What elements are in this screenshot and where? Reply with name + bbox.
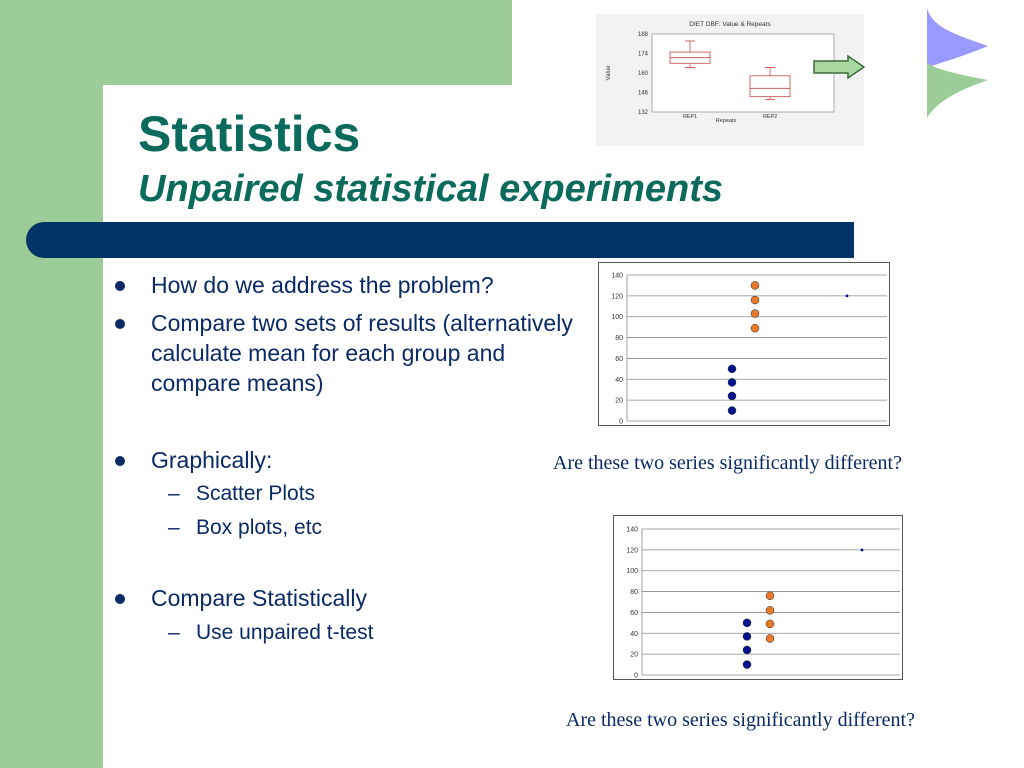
bullet-item	[151, 583, 551, 613]
slide-subtitle: Unpaired statistical experiments	[138, 168, 723, 210]
bullet-text: How do we address the problem?	[151, 272, 494, 298]
x-axis-label: Repeats	[715, 118, 737, 124]
sub-bullet-item	[168, 481, 316, 507]
y-tick-label: 20	[615, 397, 623, 405]
y-tick-label: 60	[615, 355, 623, 363]
bullet-dot-icon	[115, 456, 125, 466]
y-tick-label: 174	[637, 51, 648, 58]
y-tick-label: 132	[637, 110, 648, 116]
caption-lower: Are these two series significantly different?	[566, 709, 915, 731]
caption-upper: Are these two series significantly different?	[553, 452, 902, 474]
y-tick-label: 188	[637, 32, 648, 38]
bullet-text: Compare Statistically	[151, 585, 368, 611]
y-tick-label: 80	[615, 335, 623, 343]
y-axis-label: Value	[606, 65, 612, 81]
flag-decoration-icon	[920, 8, 1000, 123]
box-body	[750, 76, 790, 97]
y-tick-label: 100	[611, 314, 623, 322]
y-tick-label: 160	[637, 71, 648, 77]
data-point-series-1	[728, 378, 736, 386]
sub-bullet-text: Use unpaired t-test	[196, 621, 374, 644]
bullet-text: Compare two sets of results (alternatively calculate mean for each group and compare means)	[151, 310, 573, 396]
bullet-dot-icon	[115, 281, 125, 291]
data-point-series-1	[728, 365, 736, 373]
data-point-series-1	[728, 392, 736, 400]
sub-bullet-text: Box plots, etc	[196, 516, 323, 539]
data-point-series-1	[743, 632, 751, 640]
slide-title: Statistics	[138, 106, 361, 162]
data-point-series-1	[743, 646, 751, 654]
scatter-chart-lower	[613, 515, 903, 680]
y-tick-label: 60	[630, 609, 638, 617]
y-tick-label: 0	[634, 672, 638, 680]
y-tick-label: 20	[630, 651, 638, 659]
data-point-marker	[846, 294, 849, 297]
y-tick-label: 100	[626, 568, 638, 576]
y-tick-label: 140	[611, 272, 623, 280]
data-point-series-2	[766, 635, 774, 643]
scatter-chart-upper	[598, 262, 890, 426]
bullet-dot-icon	[115, 594, 125, 604]
dash-icon: –	[168, 516, 180, 539]
data-point-series-2	[751, 324, 759, 332]
arrow-right-icon	[812, 54, 866, 80]
title-underline-bar	[26, 222, 854, 258]
green-top-decoration	[0, 0, 512, 85]
y-tick-label: 40	[630, 630, 638, 638]
bullet-item	[151, 308, 581, 398]
bullet-item	[151, 270, 591, 300]
x-tick-label: REP2	[762, 114, 778, 120]
chart-title: DIET DBF: Value & Repeats	[689, 21, 771, 28]
bullet-dot-icon	[115, 319, 125, 329]
y-tick-label: 120	[626, 547, 638, 555]
y-tick-label: 40	[615, 376, 623, 384]
data-point-series-1	[743, 661, 751, 669]
y-tick-label: 120	[611, 293, 623, 301]
y-tick-label: 0	[619, 418, 623, 426]
y-tick-label: 80	[630, 589, 638, 597]
sub-bullet-item	[168, 620, 374, 646]
plot-area	[652, 34, 834, 112]
bullet-text: Graphically:	[151, 447, 273, 473]
sub-bullet-text: Scatter Plots	[196, 482, 316, 505]
bullet-item	[151, 445, 551, 475]
dash-icon: –	[168, 482, 180, 505]
data-point-series-2	[751, 310, 759, 318]
data-point-series-2	[751, 281, 759, 289]
data-point-series-2	[766, 620, 774, 628]
data-point-series-2	[751, 296, 759, 304]
x-tick-label: REP1	[682, 114, 698, 120]
data-point-series-1	[743, 619, 751, 627]
data-point-series-2	[766, 592, 774, 600]
y-tick-label: 140	[626, 526, 638, 534]
data-point-series-1	[728, 407, 736, 415]
box-plot-chart	[596, 14, 864, 146]
green-sidebar-decoration	[0, 0, 103, 768]
data-point-series-2	[766, 606, 774, 614]
sub-bullet-item	[168, 515, 323, 541]
data-point-marker	[861, 548, 864, 551]
y-tick-label: 146	[637, 90, 648, 97]
dash-icon: –	[168, 621, 180, 644]
